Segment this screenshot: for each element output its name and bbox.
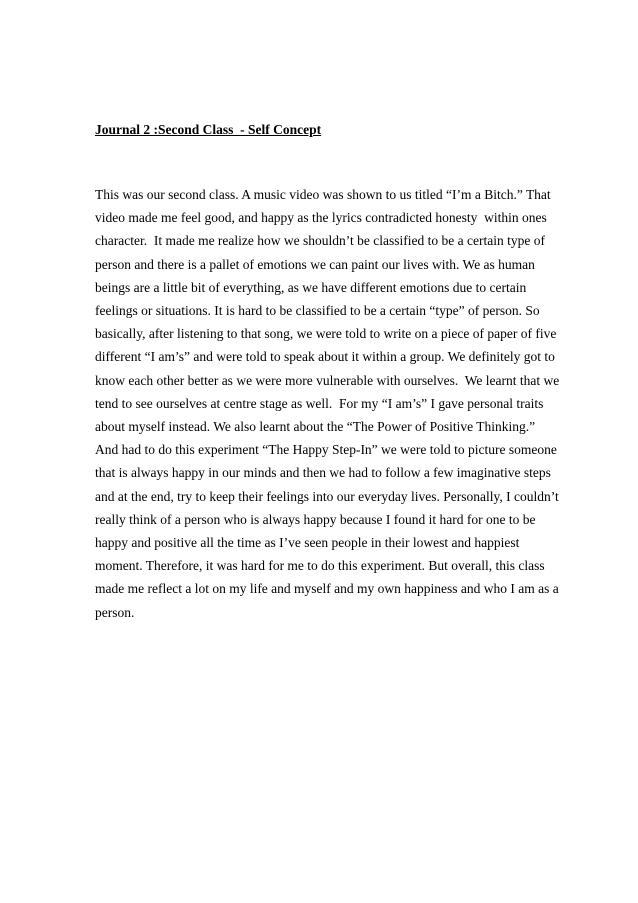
body-line: feelings or situations. It is hard to be classified to be a certain “type” of person. So <box>95 303 540 319</box>
body-line: basically, after listening to that song, we were told to write on a piece of paper of five <box>95 326 557 342</box>
body-line: tend to see ourselves at centre stage as well. For my “I am’s” I gave personal traits <box>95 395 544 411</box>
body-line: and at the end, try to keep their feelings into our everyday lives. Personally, I couldn’t <box>95 488 559 504</box>
body-line: character. It made me realize how we shouldn’t be classified to be a certain type of <box>95 233 545 249</box>
body-line: know each other better as we were more vulnerable with ourselves. We learnt that we <box>95 372 560 388</box>
body-line: person and there is a pallet of emotions we can paint our lives with. We as human <box>95 256 535 272</box>
body-line: And had to do this experiment “The Happy Step-In” we were told to picture someone <box>95 442 557 458</box>
body-line: person. <box>95 604 135 620</box>
journal-body <box>95 183 560 624</box>
journal-title: Journal 2 :Second Class - Self Concept <box>95 122 322 137</box>
body-line: really think of a person who is always happy because I found it hard for one to be <box>95 511 536 527</box>
body-line: happy and positive all the time as I’ve seen people in their lowest and happiest <box>95 535 520 551</box>
body-line: that is always happy in our minds and then we had to follow a few imaginative steps <box>95 465 551 481</box>
body-line: This was our second class. A music video was shown to us titled “I’m a Bitch.” That <box>95 187 551 202</box>
body-line: beings are a little bit of everything, as we have different emotions due to certain <box>95 279 527 295</box>
body-line: different “I am’s” and were told to speak about it within a group. We definitely got to <box>95 349 555 365</box>
body-line: made me reflect a lot on my life and myself and my own happiness and who I am as a <box>95 581 559 597</box>
body-line: moment. Therefore, it was hard for me to do this experiment. But overall, this class <box>95 558 545 574</box>
body-line: about myself instead. We also learnt about the “The Power of Positive Thinking.” <box>95 419 536 435</box>
body-line: video made me feel good, and happy as the lyrics contradicted honesty within ones <box>95 210 547 226</box>
